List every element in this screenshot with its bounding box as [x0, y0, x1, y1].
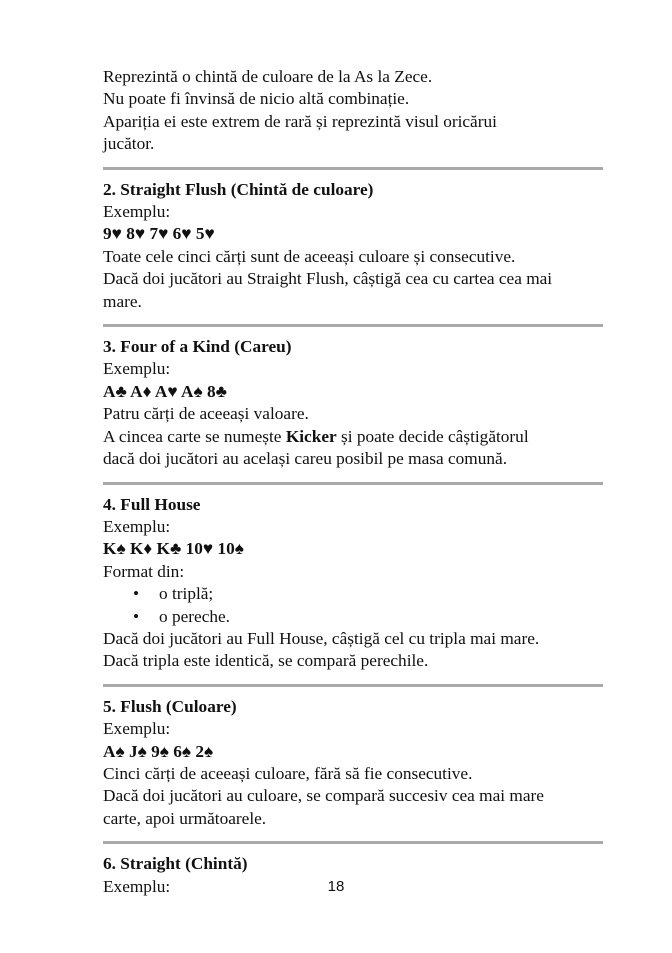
section-divider [103, 324, 603, 327]
section-heading: 2. Straight Flush (Chintă de culoare) [103, 179, 374, 199]
bullet-text: o triplă; [159, 584, 214, 604]
page-content [103, 66, 603, 898]
text-fragment: și poate decide câștigătorul [336, 426, 529, 446]
text-line: dacă doi jucători au același careu posibil pe masa comună. [103, 449, 508, 469]
section-straight-flush [103, 179, 603, 313]
text-line: Reprezintă o chintă de culoare de la As la Zece. [103, 67, 433, 86]
section-heading: 4. Full House [103, 494, 201, 514]
section-divider [103, 841, 603, 844]
text-line: carte, apoi următoarele. [103, 808, 267, 828]
kicker-term: Kicker [285, 426, 337, 446]
text-line: Toate cele cinci cărți sunt de aceeași culoare și consecutive. [103, 246, 516, 266]
page-number: 18 [327, 878, 345, 895]
format-label: Format din: [103, 561, 185, 581]
example-label: Exemplu: [103, 202, 171, 222]
bullet-list [103, 583, 603, 628]
text-line: Apariția ei este extrem de rară și reprezintă visul oricărui [103, 111, 497, 131]
text-line: Nu poate fi învinsă de nicio altă combinație. [103, 89, 410, 109]
section-four-of-a-kind [103, 336, 603, 470]
example-label: Exemplu: [103, 359, 171, 379]
text-line-kicker [103, 426, 603, 448]
text-line: Dacă doi jucători au culoare, se compară succesiv cea mai mare [103, 786, 544, 806]
text-fragment: A cincea carte se numește [103, 426, 286, 446]
example-label: Exemplu: [103, 516, 171, 536]
section-divider [103, 684, 603, 687]
text-line: mare. [103, 291, 142, 311]
bullet-item [103, 583, 603, 605]
bullet-dot-icon: • [133, 584, 140, 604]
text-line: Dacă doi jucători au Full House, câștigă cel cu tripla mai mare. [103, 628, 540, 648]
bullet-dot-icon: • [133, 606, 140, 626]
section-flush [103, 696, 603, 830]
example-cards: A♠ J♠ 9♠ 6♠ 2♠ [103, 741, 214, 761]
text-line: Cinci cărți de aceeași culoare, fără să fie consecutive. [103, 763, 473, 783]
section-full-house [103, 494, 603, 673]
text-line: Dacă tripla este identică, se compară perechile. [103, 651, 429, 671]
intro-paragraph [103, 66, 603, 156]
example-cards: K♠ K♦ K♣ 10♥ 10♠ [103, 539, 244, 559]
text-line: Dacă doi jucători au Straight Flush, câștigă cea cu cartea cea mai [103, 269, 553, 289]
bullet-text: o pereche. [159, 606, 230, 626]
example-cards: 9♥ 8♥ 7♥ 6♥ 5♥ [103, 224, 215, 244]
section-heading: 3. Four of a Kind (Careu) [103, 337, 292, 357]
text-line: Patru cărți de aceeași valoare. [103, 404, 309, 424]
section-divider [103, 167, 603, 170]
section-heading: 6. Straight (Chintă) [103, 854, 248, 874]
text-line: jucător. [103, 134, 155, 154]
example-cards: A♣ A♦ A♥ A♠ 8♣ [103, 381, 227, 401]
bullet-item [103, 606, 603, 628]
section-divider [103, 482, 603, 485]
example-label: Exemplu: [103, 876, 171, 896]
example-label: Exemplu: [103, 719, 171, 739]
section-heading: 5. Flush (Culoare) [103, 696, 237, 716]
